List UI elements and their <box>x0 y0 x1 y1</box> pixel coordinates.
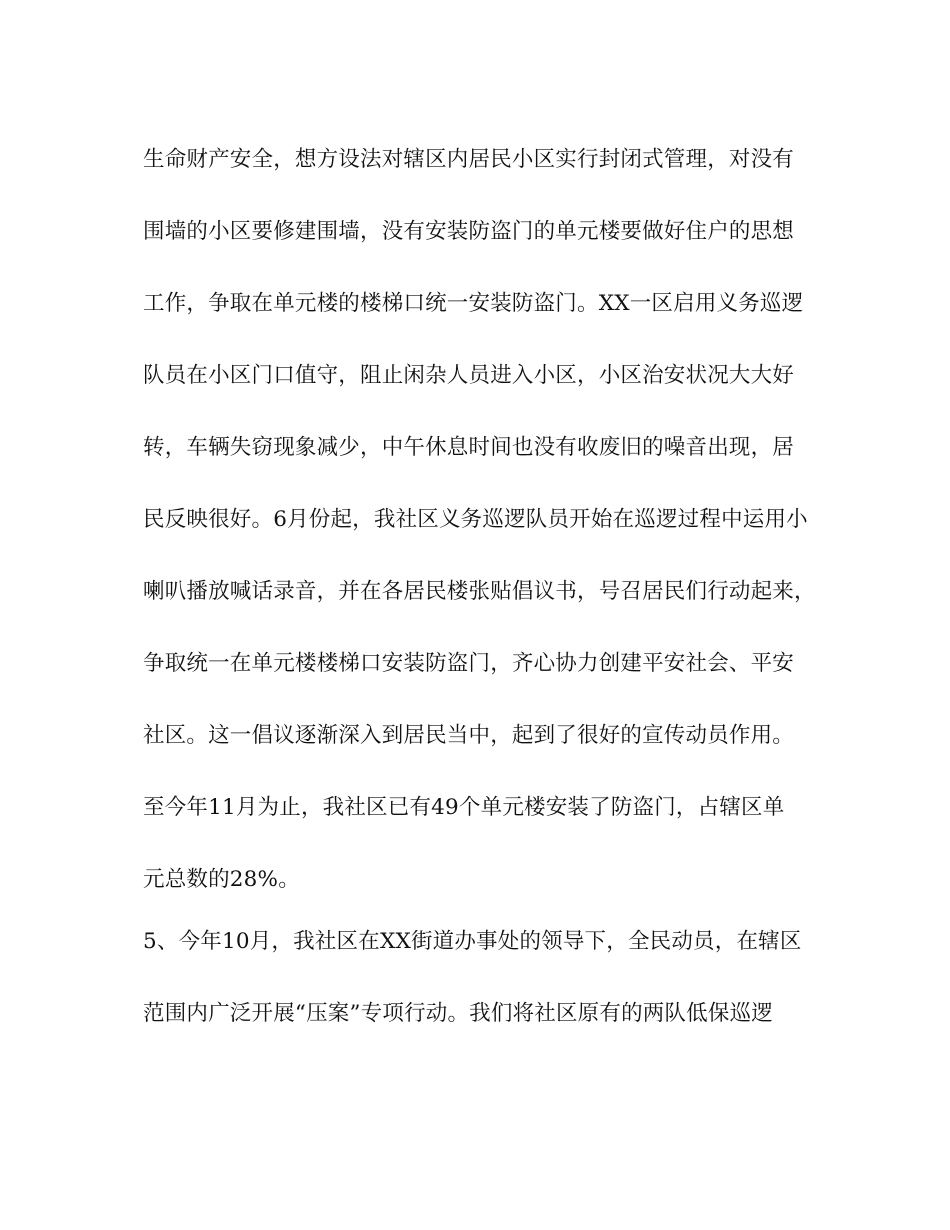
paragraph-line: 队员在小区门口值守，阻止闲杂人员进入小区，小区治安状况大大好 <box>143 363 795 388</box>
paragraph-line: 5、今年10月，我社区在XX街道办事处的领导下，全民动员，在辖区 <box>143 929 802 954</box>
paragraph-line: 工作，争取在单元楼的楼梯口统一安装防盗门。XX一区启用义务巡逻 <box>143 291 804 316</box>
paragraph-line: 围墙的小区要修建围墙，没有安装防盗门的单元楼要做好住户的思想 <box>143 219 795 244</box>
paragraph-line: 元总数的28%。 <box>143 867 300 892</box>
paragraph-line: 转，车辆失窃现象减少，中午休息时间也没有收废旧的噪音出现，居 <box>143 435 795 460</box>
paragraph-line: 社区。这一倡议逐渐深入到居民当中，起到了很好的宣传动员作用。 <box>143 723 795 748</box>
paragraph-line: 争取统一在单元楼楼梯口安装防盗门，齐心协力创建平安社会、平安 <box>143 651 795 676</box>
paragraph-line: 民反映很好。6月份起，我社区义务巡逻队员开始在巡逻过程中运用小 <box>143 507 808 532</box>
paragraph-line: 范围内广泛开展“压案”专项行动。我们将社区原有的两队低保巡逻 <box>143 1001 773 1026</box>
paragraph-line: 喇叭播放喊话录音，并在各居民楼张贴倡议书，号召居民们行动起来， <box>143 579 816 604</box>
paragraph-line: 生命财产安全，想方设法对辖区内居民小区实行封闭式管理，对没有 <box>143 147 795 172</box>
paragraph-line: 至今年11月为止，我社区已有49个单元楼安装了防盗门，占辖区单 <box>143 795 785 820</box>
